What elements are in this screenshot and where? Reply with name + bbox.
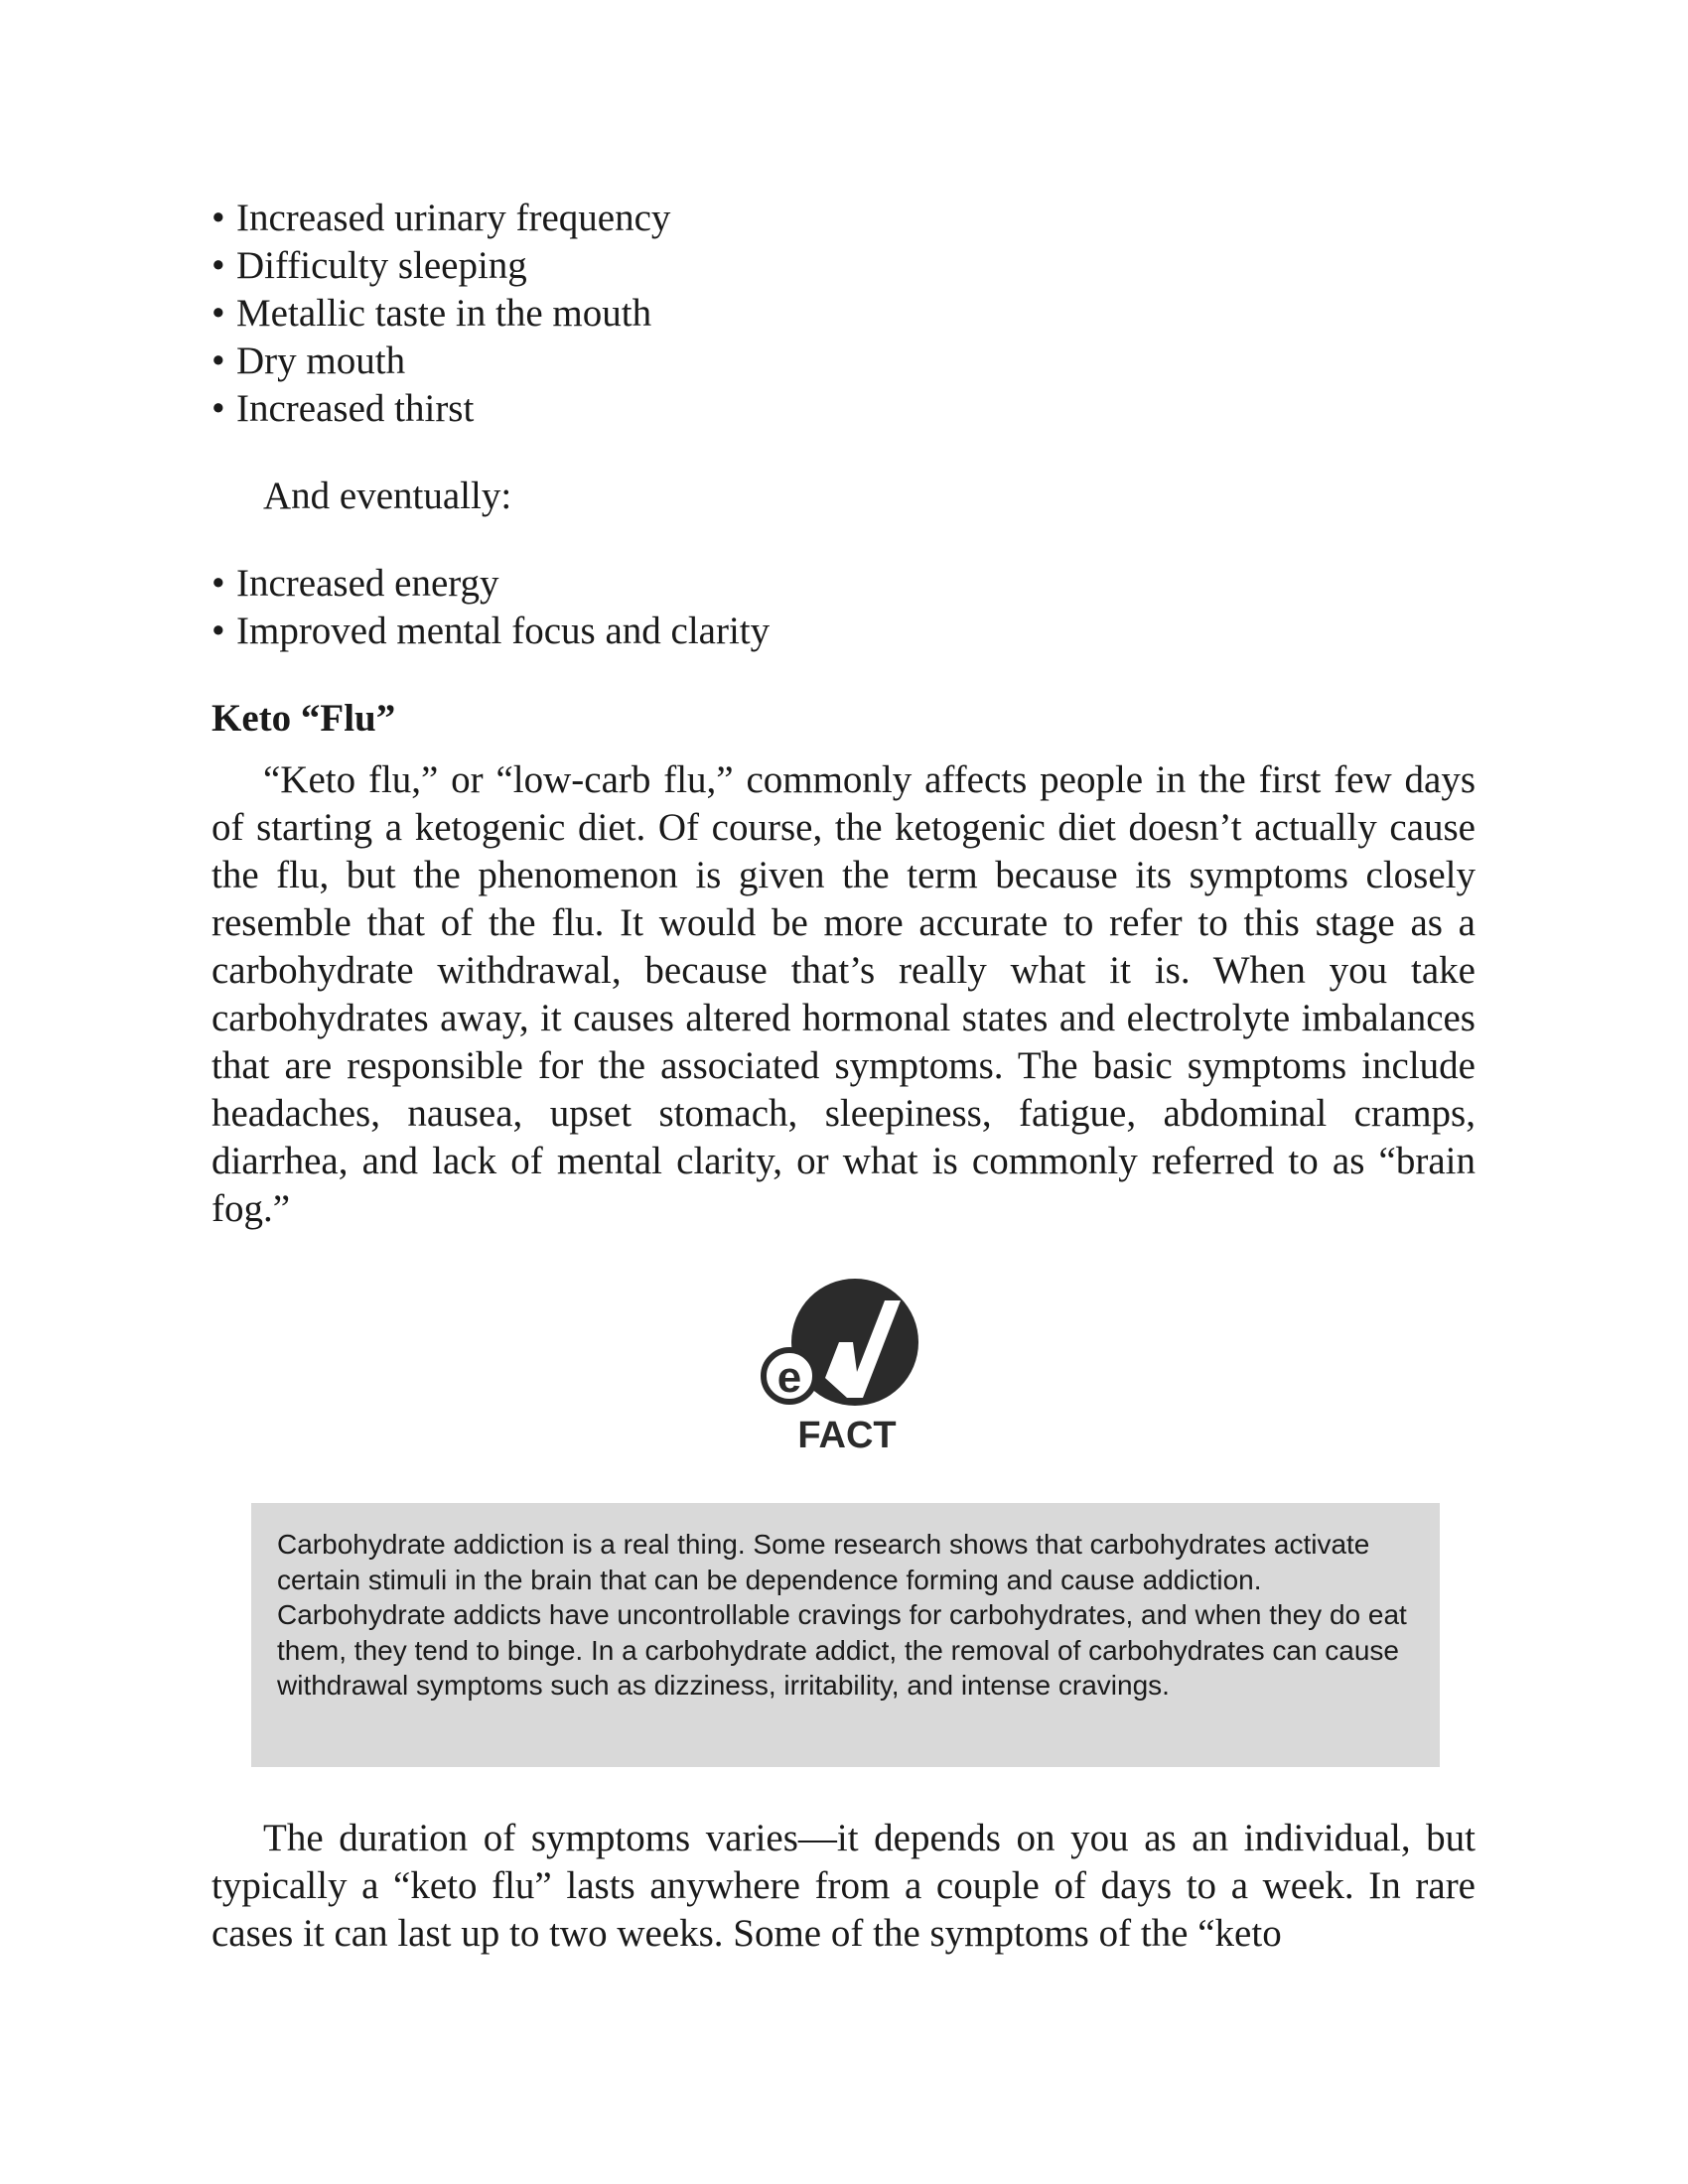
fact-callout-box bbox=[251, 1503, 1440, 1767]
bullet-marker: • bbox=[211, 244, 225, 287]
fact-callout-text: Carbohydrate addiction is a real thing. Some research shows that carbohydrates activate certain stimuli in the brain that can be dependence forming and cause addiction. Carbohydrate addicts have uncontrollable cravings for carbohydrates, and when they do eat them, they tend to binge. In a carbohydrate addict, the removal of carbohydrates can cause withdrawal symptoms such as dizziness, irritability, and intense cravings. bbox=[277, 1529, 1407, 1701]
list-item: • Increased urinary frequency bbox=[211, 195, 1476, 242]
e-badge-letter: e bbox=[776, 1353, 801, 1402]
list-item: • Metallic taste in the mouth bbox=[211, 290, 1476, 338]
list-item: • Increased energy bbox=[211, 560, 1476, 608]
list-item: • Dry mouth bbox=[211, 338, 1476, 385]
list-item: • Increased thirst bbox=[211, 385, 1476, 433]
list-item: • Difficulty sleeping bbox=[211, 242, 1476, 290]
symptom-list-early bbox=[211, 195, 1476, 433]
bullet-marker: • bbox=[211, 197, 225, 239]
bullet-marker: • bbox=[211, 340, 225, 382]
bullet-marker: • bbox=[211, 292, 225, 335]
body-paragraph: The duration of symptoms varies—it depends on you as an individual, but typically a “keto flu” lasts anywhere from a couple of days to a week. In rare cases it can last up to two weeks. Some of the symptoms of the “keto bbox=[211, 1817, 1476, 1955]
ev-fact-checkmark-icon bbox=[760, 1277, 928, 1455]
list-item: • Improved mental focus and clarity bbox=[211, 608, 1476, 655]
page-content bbox=[211, 195, 1476, 1958]
bullet-marker: • bbox=[211, 562, 225, 605]
bullet-marker: • bbox=[211, 387, 225, 430]
symptom-list-later bbox=[211, 560, 1476, 655]
lead-in-text: And eventually: bbox=[263, 475, 512, 517]
bullet-marker: • bbox=[211, 610, 225, 652]
body-paragraph: “Keto flu,” or “low-carb flu,” commonly affects people in the first few days of starting a ketogenic diet. Of course, the ketogenic diet doesn’t actually cause the flu, but the phenomenon is given the term because its symptoms closely resemble that of the flu. It would be more accurate to refer to this stage as a carbohydrate withdrawal, because that’s really what it is. When you take carbohydrates away, it causes altered hormonal states and electrolyte imbalances that are responsible for the associated symptoms. The basic symptoms include headaches, nausea, upset stomach, sleepiness, fatigue, abdominal cramps, diarrhea, and lack of mental clarity, or what is commonly referred to as “brain fog.” bbox=[211, 758, 1476, 1230]
fact-label: FACT bbox=[796, 1415, 897, 1455]
section-heading: Keto “Flu” bbox=[211, 697, 396, 740]
